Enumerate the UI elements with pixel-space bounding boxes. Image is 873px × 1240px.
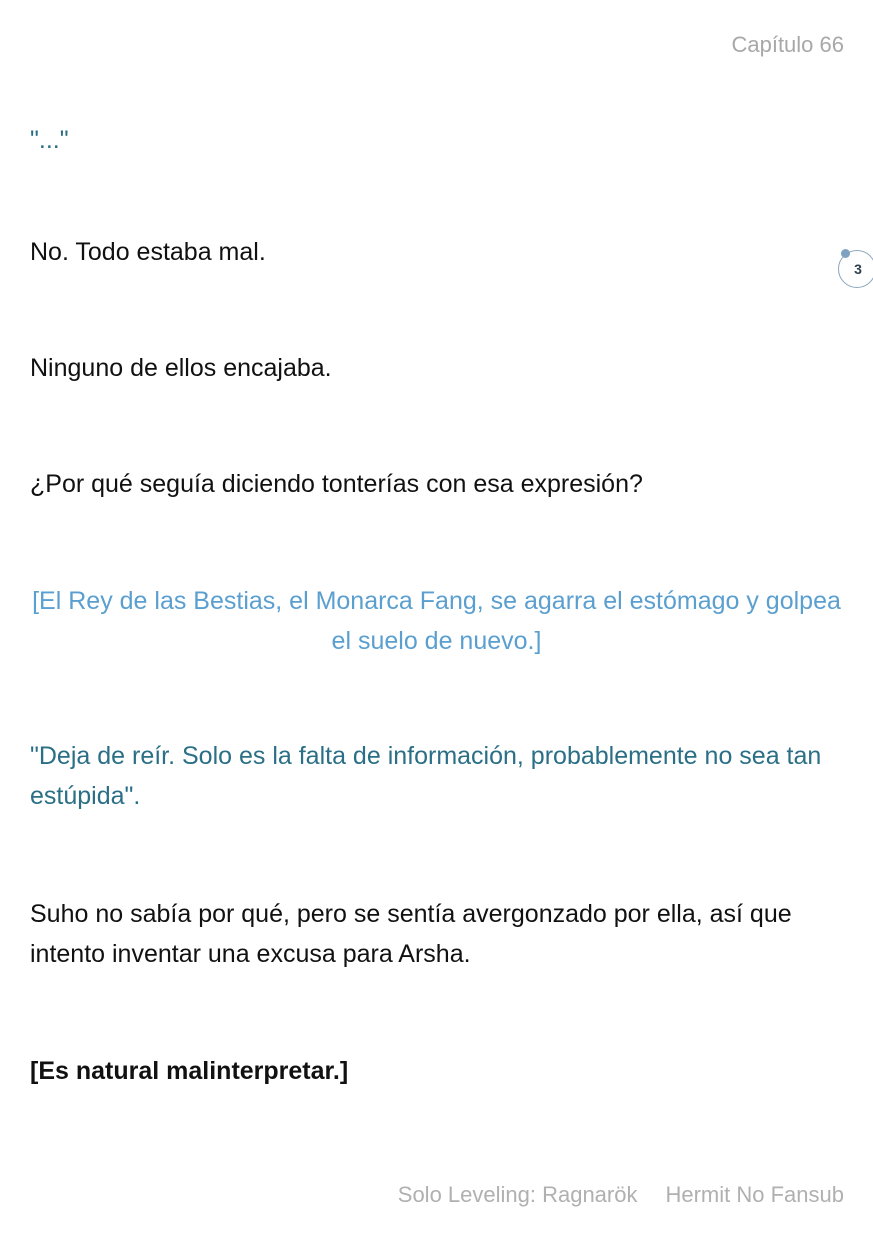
footer (398, 1182, 844, 1208)
paragraph-ellipsis: "..." (30, 126, 69, 154)
footer-book-title: Solo Leveling: Ragnarök (397, 1182, 638, 1207)
paragraph-system-message-bold: [Es natural malinterpretar.] (30, 1057, 349, 1085)
paragraph-narration: ¿Por qué seguía diciendo tonterías con esa expresión? (30, 470, 643, 498)
paragraph-narration: No. Todo estaba mal. (30, 238, 266, 266)
paragraph-narration: Ninguno de ellos encajaba. (30, 354, 332, 382)
footer-translator: Hermit No Fansub (665, 1182, 844, 1207)
paragraph-narration: Suho no sabía por qué, pero se sentía avergonzado por ella, así que intento inventar una excusa para Arsha. (30, 900, 792, 968)
page-indicator[interactable] (838, 250, 873, 288)
chapter-title: Capítulo 66 (731, 32, 844, 57)
page-dot-icon (841, 249, 850, 258)
paragraph-system-message: [El Rey de las Bestias, el Monarca Fang, se agarra el estómago y golpea el suelo de nuevo.] (32, 587, 841, 655)
page-number: 3 (854, 261, 862, 277)
paragraph-dialogue: "Deja de reír. Solo es la falta de información, probablemente no sea tan estúpida". (30, 742, 822, 810)
